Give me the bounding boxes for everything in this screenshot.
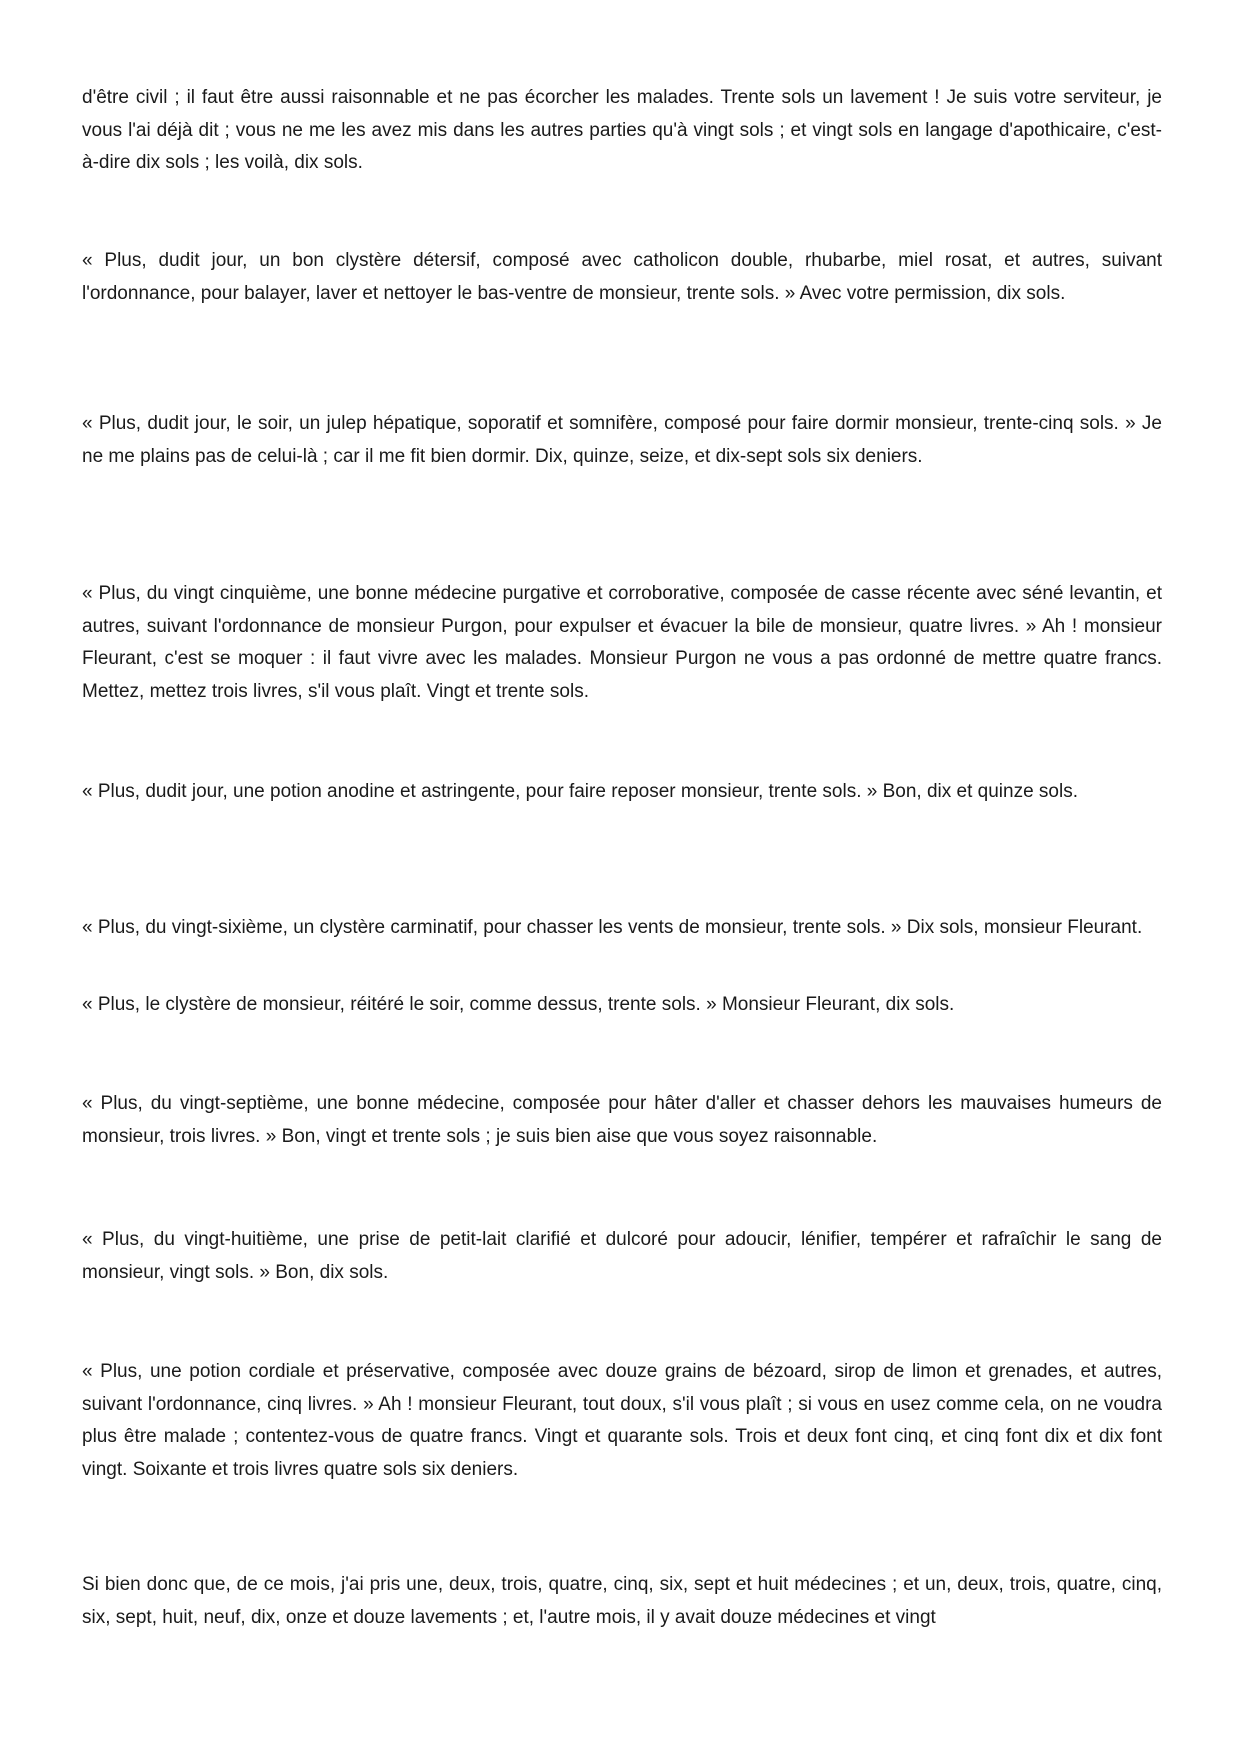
paragraph-3: « Plus, dudit jour, le soir, un julep hépatique, soporatif et somnifère, composé pour faire dormir monsieur, trente-cinq sols. » Je ne me plains pas de celui-là ; car il me fit bien dormir. Dix, quinze, seize, et dix-sept sols six deniers.	[82, 413, 1162, 467]
paragraph-9: « Plus, du vingt-huitième, une prise de petit-lait clarifié et dulcoré pour adoucir, lénifier, tempérer et rafraîchir le sang de monsieur, vingt sols. » Bon, dix sols.	[82, 1229, 1162, 1283]
paragraph-8: « Plus, du vingt-septième, une bonne médecine, composée pour hâter d'aller et chasser dehors les mauvaises humeurs de monsieur, trois livres. » Bon, vingt et trente sols ; je suis bien aise que vous soyez raisonnable.	[82, 1093, 1162, 1147]
paragraph-6: « Plus, du vingt-sixième, un clystère carminatif, pour chasser les vents de monsieur, trente sols. » Dix sols, monsieur Fleurant.	[82, 917, 1143, 938]
paragraph-11: Si bien donc que, de ce mois, j'ai pris une, deux, trois, quatre, cinq, six, sept et huit médecines ; et un, deux, trois, quatre, cinq, six, sept, huit, neuf, dix, onze et douze lavements ; et, l'autre mois, il y avait douze médecines et vingt	[82, 1574, 1162, 1628]
paragraph-2: « Plus, dudit jour, un bon clystère détersif, composé avec catholicon double, rhubarbe, miel rosat, et autres, suivant l'ordonnance, pour balayer, laver et nettoyer le bas-ventre de monsieur, trente sols. » Avec votre permission, dix sols.	[82, 250, 1162, 304]
paragraph-4: « Plus, du vingt cinquième, une bonne médecine purgative et corroborative, composée de casse récente avec séné levantin, et autres, suivant l'ordonnance de monsieur Purgon, pour expulser et évacuer la bile de monsieur, quatre livres. » Ah ! monsieur Fleurant, c'est se moquer : il faut vivre avec les malades. Monsieur Purgon ne vous a pas ordonné de mettre quatre francs. Mettez, mettez trois livres, s'il vous plaît. Vingt et trente sols.	[82, 583, 1162, 702]
paragraph-5: « Plus, dudit jour, une potion anodine et astringente, pour faire reposer monsieur, trente sols. » Bon, dix et quinze sols.	[82, 781, 1078, 802]
paragraph-10: « Plus, une potion cordiale et préservative, composée avec douze grains de bézoard, sirop de limon et grenades, et autres, suivant l'ordonnance, cinq livres. » Ah ! monsieur Fleurant, tout doux, s'il vous plaît ; si vous en usez comme cela, on ne voudra plus être malade ; contentez-vous de quatre francs. Vingt et quarante sols. Trois et deux font cinq, et cinq font dix et dix font vingt. Soixante et trois livres quatre sols six deniers.	[82, 1361, 1162, 1480]
paragraph-1: d'être civil ; il faut être aussi raisonnable et ne pas écorcher les malades. Trente sols un lavement ! Je suis votre serviteur, je vous l'ai déjà dit ; vous ne me les avez mis dans les autres parties qu'à vingt sols ; et vingt sols en langage d'apothicaire, c'est-à-dire dix sols ; les voilà, dix sols.	[82, 87, 1162, 173]
paragraph-7: « Plus, le clystère de monsieur, réitéré le soir, comme dessus, trente sols. » Monsieur Fleurant, dix sols.	[82, 994, 955, 1015]
